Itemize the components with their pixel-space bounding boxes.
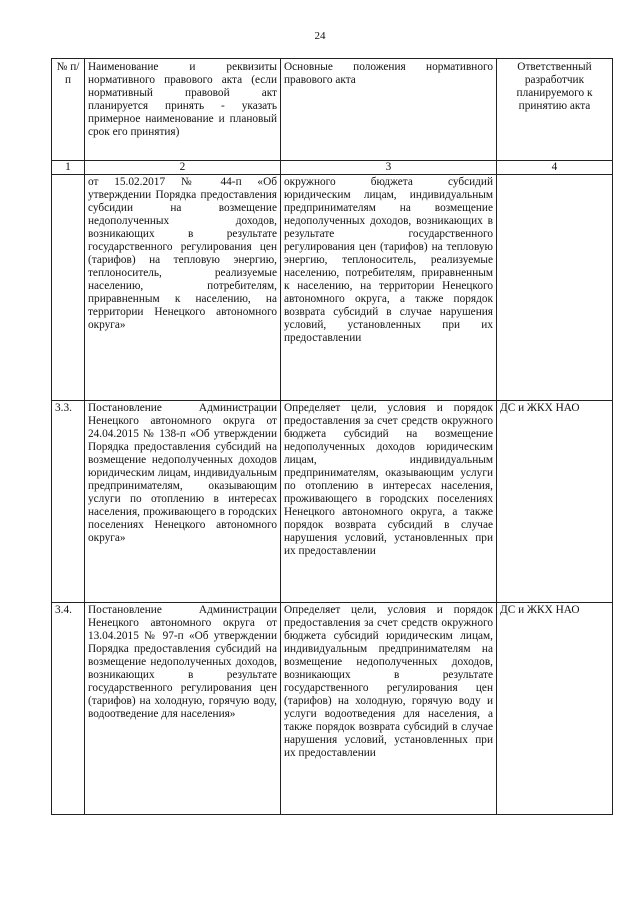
header-act-name: Наименование и реквизиты нормативного правового акта (если нормативный правовой акт планируется принять - указать примерное наименование и плановый срок его принятия): [85, 59, 281, 161]
header-provisions: Основные положения нормативного правового акта: [281, 59, 497, 161]
row-provisions: Определяет цели, условия и порядок предоставления за счет средств окружного бюджета субсидий на возмещение недополученных доходов юридическим лицам, индивидуальным предпринимателям, оказывающим услуги по отоплению в интересах населения, проживающего в городских поселениях Ненецкого автономного округа, а также порядок возврата субсидий в случае нарушения условий, установленных при их предоставлении: [281, 401, 497, 603]
column-index: 2: [85, 161, 281, 175]
row-provisions: окружного бюджета субсидий юридическим лицам, индивидуальным предпринимателям на возмещение недополученных доходов, возникающих в результате государственного регулирования цен (тарифов) на тепловую энергию, теплоноситель, реализуемые населению, потребителям, приравненным к населению, на территории Ненецкого автономного округа, а также порядок возврата субсидий в случае нарушения условий, установленных при их предоставлении: [281, 175, 497, 401]
table-row: [52, 603, 613, 815]
row-provisions: Определяет цели, условия и порядок предоставления за счет средств окружного бюджета субсидий юридическим лицам, индивидуальным предпринимателям на возмещение недополученных доходов, возникающих в результате государственного регулирования цен (тарифов) на холодную, горячую воду и услуги водоотведения для населения, а также порядок возврата субсидий в случае нарушения условий, установленных при их предоставлении: [281, 603, 497, 815]
row-number: 3.3.: [52, 401, 85, 603]
row-responsible: ДС и ЖКХ НАО: [497, 401, 613, 603]
table-row: [52, 401, 613, 603]
column-index: 1: [52, 161, 85, 175]
row-act: Постановление Администрации Ненецкого автономного округа от 24.04.2015 № 138-п «Об утверждении Порядка предоставления субсидий на возмещение недополученных доходов юридическим лицам, индивидуальным предпринимателям, оказывающим услуги по отоплению в интересах населения, проживающего в городских поселениях Ненецкого автономного округа»: [85, 401, 281, 603]
header-responsible: Ответственный разработчик планируемого к принятию акта: [497, 59, 613, 161]
row-number: 3.4.: [52, 603, 85, 815]
table-header-row: [52, 59, 613, 161]
column-index: 3: [281, 161, 497, 175]
row-act: Постановление Администрации Ненецкого автономного округа от 13.04.2015 № 97-п «Об утверждении Порядка предоставления субсидий на возмещение недополученных доходов, возникающих в результате государственного регулирования цен (тарифов) на холодную, горячую воду, водоотведение для населения»: [85, 603, 281, 815]
column-index: 4: [497, 161, 613, 175]
row-act: от 15.02.2017 № 44-п «Об утверждении Порядка предоставления субсидии на возмещение недополученных доходов, возникающих в результате государственного регулирования цен (тарифов) на тепловую энергию, теплоноситель, реализуемые населению, потребителям, приравненным к населению, на территории Ненецкого автономного округа»: [85, 175, 281, 401]
acts-table: [51, 58, 613, 815]
row-responsible: ДС и ЖКХ НАО: [497, 603, 613, 815]
row-responsible: [497, 175, 613, 401]
table-row: [52, 175, 613, 401]
row-number: [52, 175, 85, 401]
header-number: № п/п: [52, 59, 85, 161]
page-number: 24: [314, 30, 326, 42]
column-index-row: [52, 161, 613, 175]
